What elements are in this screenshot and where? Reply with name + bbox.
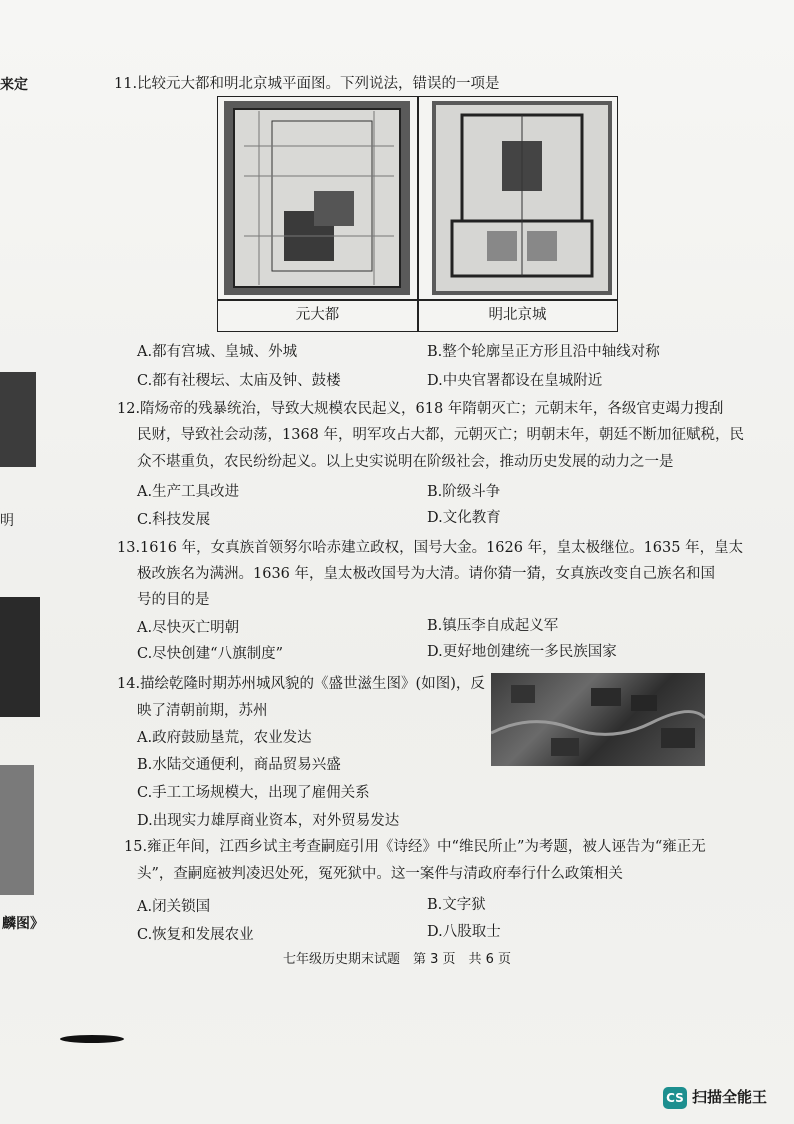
q13-line-3: 号的目的是 bbox=[137, 592, 210, 608]
q13-option-a: A.尽快灭亡明朝 bbox=[137, 620, 240, 636]
q13-option-c: C.尽快创建“八旗制度” bbox=[137, 646, 284, 662]
q11-stem: 11.比较元大都和明北京城平面图。下列说法，错误的一项是 bbox=[114, 76, 500, 92]
q13-option-b: B.镇压李自成起义军 bbox=[427, 618, 559, 634]
q15-option-a: A.闭关锁国 bbox=[137, 899, 211, 915]
q14-option-c: C.手工工场规模大，出现了雇佣关系 bbox=[137, 785, 370, 801]
left-edge-photo bbox=[0, 372, 36, 467]
camscanner-watermark-text: 扫描全能王 bbox=[692, 1088, 768, 1106]
map-divider-horizontal bbox=[218, 299, 617, 301]
q12-option-a: A.生产工具改进 bbox=[137, 484, 240, 500]
q12-option-c: C.科技发展 bbox=[137, 512, 211, 528]
left-edge-top-text: 来定 bbox=[0, 77, 28, 93]
q14-line-1: 14.描绘乾隆时期苏州城风貌的《盛世滋生图》(如图)，反 bbox=[117, 676, 485, 692]
q12-line-3: 众不堪重负，农民纷纷起义。以上史实说明在阶级社会，推动历史发展的动力之一是 bbox=[137, 454, 674, 470]
yuan-dadu-map-drawing bbox=[224, 101, 410, 295]
suzhou-city-scene-drawing bbox=[491, 673, 705, 766]
q14-option-b: B.水陆交通便利，商品贸易兴盛 bbox=[137, 757, 341, 773]
q15-option-b: B.文字狱 bbox=[427, 897, 486, 913]
scan-smudge bbox=[60, 1035, 124, 1043]
camscanner-logo-icon: CS bbox=[663, 1087, 687, 1109]
q11-option-b: B.整个轮廓呈正方形且沿中轴线对称 bbox=[427, 344, 660, 360]
q12-option-d: D.文化教育 bbox=[427, 510, 501, 526]
left-edge-ming: 明 bbox=[0, 513, 14, 529]
left-edge-painting-image bbox=[0, 765, 34, 895]
q11-option-a: A.都有宫城、皇城、外城 bbox=[137, 344, 298, 360]
yuan-dadu-map-image bbox=[224, 101, 410, 295]
q14-option-d: D.出现实力雄厚商业资本，对外贸易发达 bbox=[137, 813, 400, 829]
q15-option-c: C.恢复和发展农业 bbox=[137, 927, 254, 943]
page-footer: 七年级历史期末试题 第 3 页 共 6 页 bbox=[282, 952, 512, 967]
q13-line-2: 极改族名为满洲。1636 年，皇太极改国号为大清。请你猜一猜，女真族改变自己族名和国 bbox=[137, 566, 716, 582]
shengshi-zisheng-tu-image bbox=[491, 673, 705, 766]
q12-line-1: 12.隋炀帝的残暴统治，导致大规模农民起义，618 年隋朝灭亡；元朝末年，各级官吏竭力搜刮 bbox=[117, 401, 724, 417]
q12-line-2: 民财，导致社会动荡，1368 年，明军攻占大都，元朝灭亡；明朝末年，朝廷不断加征赋税，民 bbox=[137, 427, 745, 443]
q14-line-2: 映了清朝前期，苏州 bbox=[137, 703, 268, 719]
q15-line-1: 15.雍正年间，江西乡试主考查嗣庭引用《诗经》中“维民所止”为考题，被人诬告为“雍正无 bbox=[124, 839, 706, 855]
map-caption-yuan: 元大都 bbox=[295, 307, 340, 323]
left-edge-artifact-image bbox=[0, 597, 40, 717]
map-caption-ming: 明北京城 bbox=[488, 307, 547, 323]
ming-beijing-map-drawing bbox=[432, 101, 612, 295]
q13-line-1: 13.1616 年，女真族首领努尔哈赤建立政权，国号大金。1626 年，皇太极继位。1635 年，皇太 bbox=[117, 540, 744, 556]
ming-beijing-map-image bbox=[432, 101, 612, 295]
map-divider-vertical bbox=[417, 97, 419, 331]
left-edge-bottom-text: 麟图》 bbox=[2, 916, 44, 932]
q12-option-b: B.阶级斗争 bbox=[427, 484, 501, 500]
q11-option-d: D.中央官署都设在皇城附近 bbox=[427, 373, 603, 389]
q14-option-a: A.政府鼓励垦荒，农业发达 bbox=[137, 730, 312, 746]
q15-option-d: D.八股取士 bbox=[427, 924, 501, 940]
q11-option-c: C.都有社稷坛、太庙及钟、鼓楼 bbox=[137, 373, 341, 389]
q15-line-2: 头”，查嗣庭被判凌迟处死，冤死狱中。这一案件与清政府奉行什么政策相关 bbox=[137, 866, 623, 882]
q11-map-table bbox=[217, 96, 618, 332]
q13-option-d: D.更好地创建统一多民族国家 bbox=[427, 644, 617, 660]
